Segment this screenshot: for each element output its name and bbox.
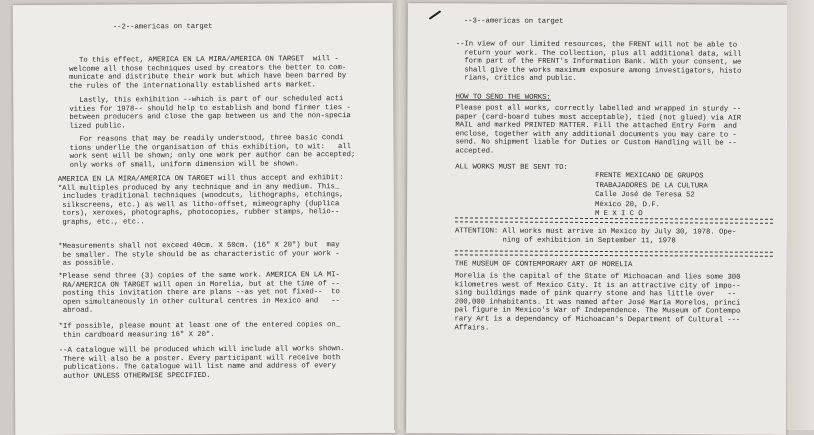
paragraph-line: vities for 1978-- should help to establish and bond firmer ties - <box>69 103 351 114</box>
paragraph-line: graphs, etc., etc.. <box>57 218 145 227</box>
background-edge <box>787 0 814 430</box>
dashed-rule <box>455 250 773 252</box>
dashed-rule <box>455 254 773 256</box>
museum-line: kilometres west of Mexico City. It is an attractive city of impo-- <box>454 280 741 291</box>
address-line: FRENTE MEXICANO DE GRUPOS <box>595 171 704 181</box>
paragraph-line: tions underlie the organisation of this exhibition, to wit: all <box>69 142 351 153</box>
paragraph-line: silkscreens, etc.) as well as litho-offset, mimeography (duplica <box>57 199 340 210</box>
paragraph-line: publications. The catalogue will list name and address of every <box>58 362 336 373</box>
intro-line: rians, critics and public. <box>455 74 577 84</box>
paragraph-line: For reasons that may be readily understood, three basic condi <box>79 134 344 144</box>
paragraph-line: welcome all those techniques used by creators the better to com- <box>69 63 347 74</box>
paragraph-line: --A catalogue will be produced which will include all works shown. <box>58 345 345 355</box>
paragraph-line: AMERICA EN LA MIRA/AMERICA ON TARGET will thus accept and exhibit: <box>57 174 344 184</box>
page-header: --3--americas on target <box>463 17 564 26</box>
shipping-line: enclose, together with any additional documents you may care to - <box>455 130 737 140</box>
address-line: M E X I C O <box>595 209 643 219</box>
dashed-rule <box>455 221 773 223</box>
dashed-rule <box>455 217 773 219</box>
left-page <box>13 3 396 435</box>
shipping-line: send. No shipment liable for Duties or Custom Handling will be -- <box>455 138 737 148</box>
museum-line: 200,000 inhabitants. It was named after José María Morelos, princi <box>454 298 741 308</box>
paragraph-line: To this effect, AMERICA EN LA MIRA/AMERICA ON TARGET will - <box>79 55 339 65</box>
shipping-line: Please post all works, correctly labelled and wrapped in sturdy -- <box>455 104 742 114</box>
address-line: México 20, D.F. <box>595 200 661 209</box>
paragraph-line: as possible. <box>58 259 115 269</box>
intro-line: return your work. The collection, plus all additional data, will <box>455 48 742 59</box>
intro-line: --In view of our limited resources, the FRENT will not be able to <box>455 40 738 50</box>
address-label: ALL WORKS MUST BE SENT TO: <box>455 163 568 172</box>
paragraph-line: Lastly, this exhibition --which is part of our scheduled acti <box>79 95 344 105</box>
museum-line: pal figure in Mexico's War of Independence. The Museum of Contempo <box>454 306 741 317</box>
paragraph-line: be smaller. The style should be as characteristic of your work - <box>58 249 340 260</box>
paragraph-line: lized public. <box>69 122 126 131</box>
paragraph-line: abroad. <box>58 307 94 316</box>
section-heading: HOW TO SEND THE WORKS: <box>455 93 551 102</box>
paragraph-line: posting this invitation there are plans --as yet not fixed-- to <box>58 288 340 299</box>
museum-line: Affairs. <box>454 323 490 333</box>
right-page <box>406 3 788 435</box>
museum-line: Morelia is the capital of the State of Michoacan and lies some 300 <box>454 272 741 282</box>
paragraph-line: municate and distribute their work but which have been barred by <box>69 72 347 83</box>
paragraph-line: *Measurements shall not exceed 40cm. X 50cm. (16" X 20") but may <box>58 241 340 251</box>
intro-line: shall give the works maximum exposure among investigators, histo <box>455 66 742 76</box>
attention-line: ning of exhibition in September 11, 1978 <box>454 235 676 245</box>
paragraph-line: includes traditional techniques (woodcuts, lithographs, etchings, <box>57 191 344 202</box>
paragraph-line: the rules of the internationally established arts market. <box>69 81 316 91</box>
shipping-line: accepted. <box>455 147 495 156</box>
paragraph-line: *If possible, please mount at least one of the entered copies on_ <box>58 321 341 331</box>
paragraph-line: author UNLESS OTHERWISE SPECIFIED. <box>58 371 211 381</box>
page-gutter <box>394 0 407 430</box>
attention-line: ATTENTION: All works must arrive in Mexico by July 30, 1978. Ope- <box>454 227 737 237</box>
paragraph-line: There will also be a poster. Every participant will receive both <box>58 353 341 364</box>
paragraph-line: tors), xeroxes, photographs, photocopies, rubber stamps, helio-- <box>57 208 340 219</box>
address-line: Calle José de Teresa 52 <box>595 190 695 200</box>
shipping-line: MAIL and marked PRINTED MATTER. Fill the attached Entry Form and <box>455 121 737 131</box>
paragraph-line: work sent will be shown; only one work per author can be accepted; <box>69 151 356 162</box>
paragraph-line: only works of small, uniform dimension will be shown. <box>69 160 300 170</box>
paragraph-line: *All multiples produced by any technique and in any medium. This_ <box>57 182 340 193</box>
paragraph-line: RA/AMERICA ON TARGET will open in Morelia, but at the time of -- <box>58 279 340 290</box>
museum-line: sing buildings made of pink quarry stone and has little over -- <box>454 289 737 299</box>
paragraph-line: open simultaneously in other cultural centres in Mexico and -- <box>58 296 340 307</box>
museum-line: rary Art is a dependancy of Michoacan's Department of Cultural --- <box>454 315 741 325</box>
paragraph-line: thin cardboard measuring 16" X 20". <box>58 330 215 340</box>
paragraph-line: between producers and close the gap between us and the non-specia <box>69 112 351 123</box>
address-line: TRABAJADORES DE LA CULTURA <box>595 181 708 190</box>
museum-heading: THE MUSEUM OF CONTEMPORARY ART OF MORELIA <box>454 260 633 270</box>
shipping-line: paper (card-board tubes most acceptable), tied (not glued) via AIR <box>455 112 742 123</box>
paragraph-line: *Please send three (3) copies of the same work. AMERICA EN LA MI- <box>58 271 340 281</box>
intro-line: form part of the FRENT's Information Bank. With your consent, we <box>455 57 742 67</box>
page-header: --2--americas on target <box>112 22 213 32</box>
